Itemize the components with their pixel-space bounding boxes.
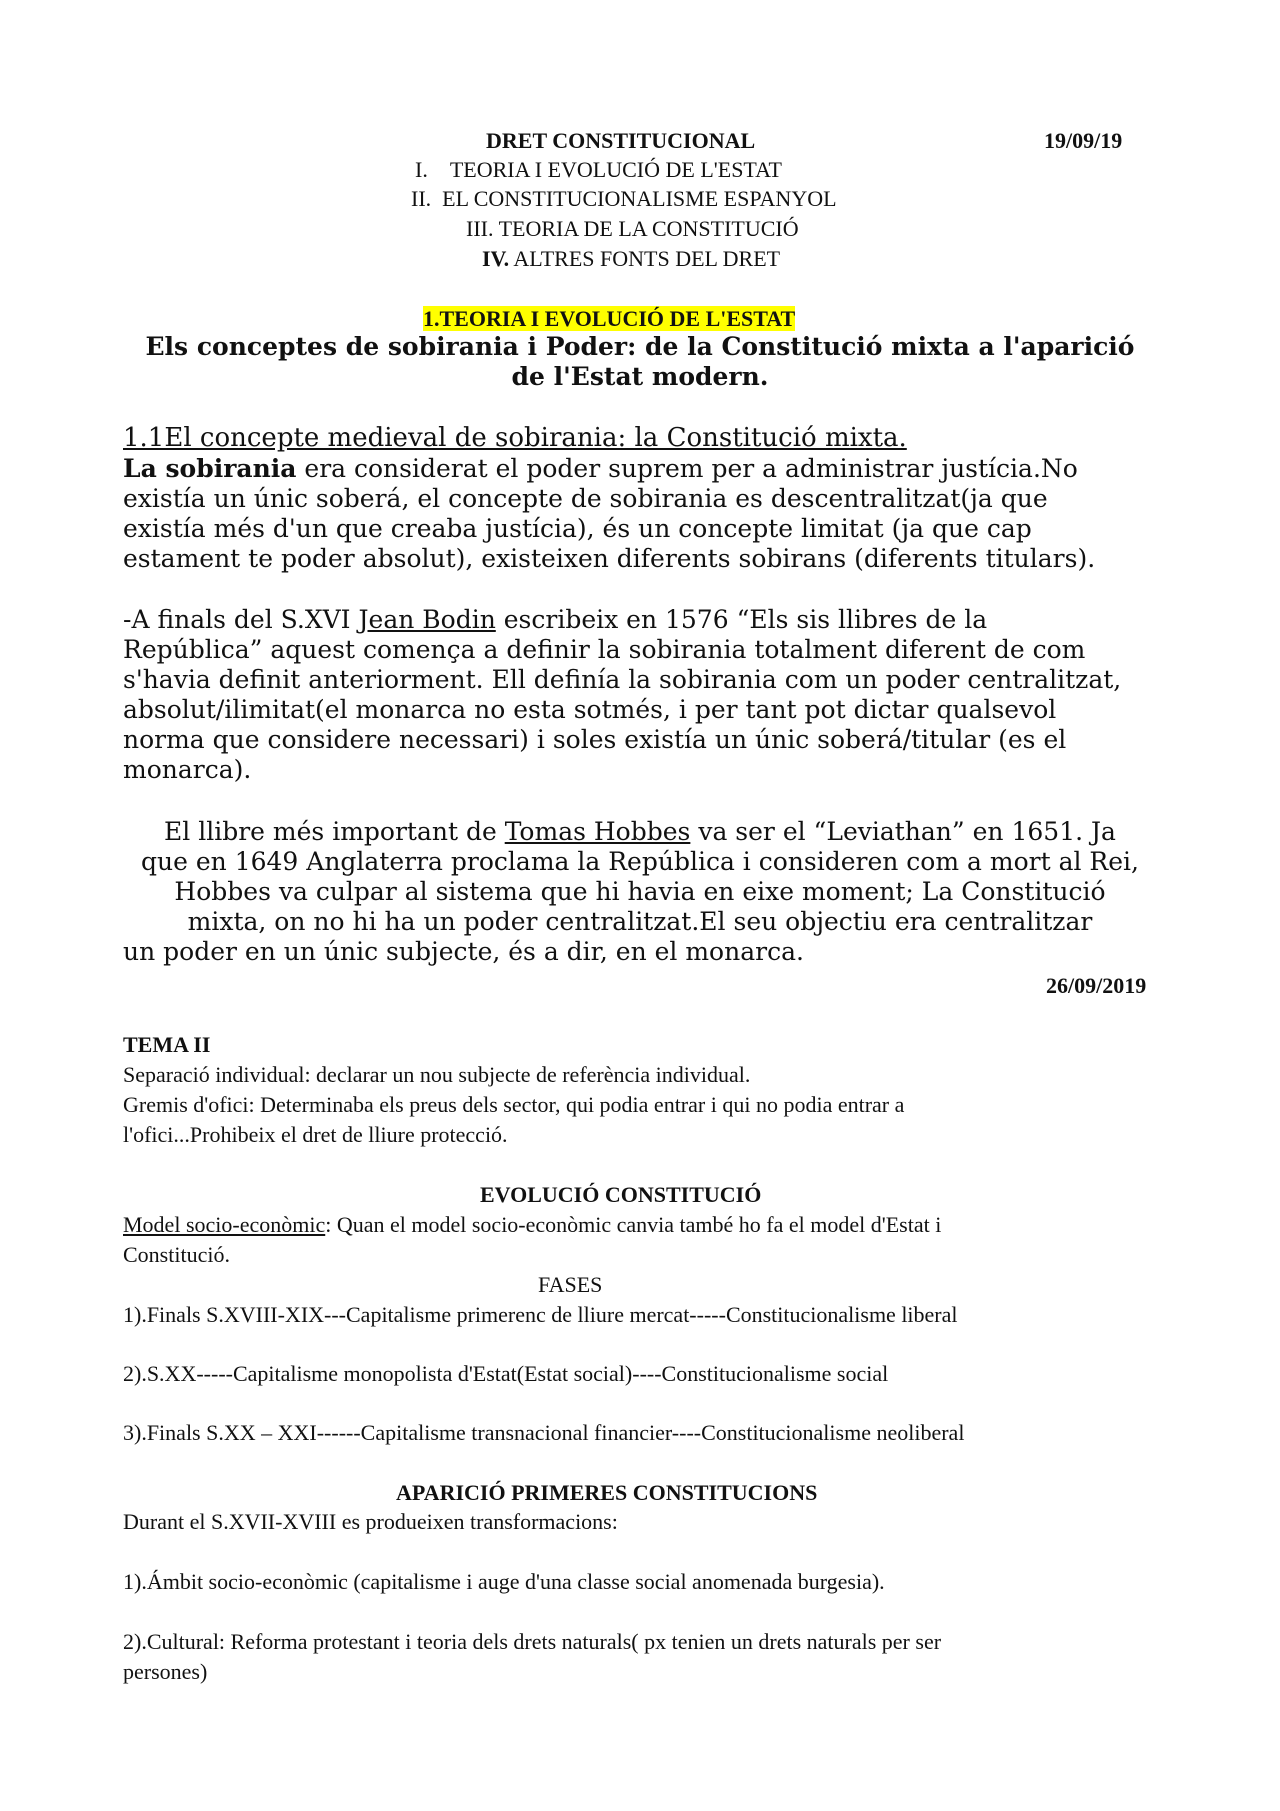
- paragraph-hobbes-line-4: mixta, on no hi ha un poder centralitzat.El seu objectiu era centralitzar: [187, 907, 1093, 936]
- paragraph-bodin-pre: -A finals del S.XVI: [123, 605, 359, 634]
- paragraph-sobirania-line-4: estament te poder absolut), existeixen diferents sobirans (diferents titulars).: [123, 544, 1096, 573]
- aparicio-heading: APARICIÓ PRIMERES CONSTITUCIONS: [396, 1480, 818, 1505]
- date-26-09: 26/09/2019: [1046, 973, 1147, 998]
- paragraph-sobirania: [123, 454, 1203, 574]
- section-1-heading-text: 1.TEORIA I EVOLUCIÓ DE L'ESTAT: [423, 306, 796, 331]
- tema-2-body: [123, 1060, 1203, 1150]
- toc-item-4: [482, 244, 780, 274]
- toc-item-2-num: II.: [411, 186, 432, 211]
- section-1-subtitle-line-1: Els conceptes de sobirania i Poder: de la Constitució mixta a l'aparició: [145, 332, 1135, 361]
- tema-2-line-3: l'ofici...Prohibeix el dret de lliure protecció.: [123, 1122, 508, 1147]
- toc-item-3-num: III.: [466, 216, 494, 241]
- toc-item-1: [415, 155, 782, 185]
- evolucio-heading: EVOLUCIÓ CONSTITUCIÓ: [480, 1182, 762, 1207]
- toc-item-2-text: EL CONSTITUCIONALISME ESPANYOL: [442, 186, 837, 211]
- paragraph-sobirania-line-3: existía més d'un que creaba justícia), és un concepte limitat (ja que cap: [123, 514, 1032, 543]
- aparicio-item-2-line-1: 2).Cultural: Reforma protestant i teoria dels drets naturals( px tenien un drets naturals per ser: [123, 1629, 942, 1654]
- paragraph-hobbes-line-2: que en 1649 Anglaterra proclama la República i consideren com a mort al Rei,: [141, 847, 1139, 876]
- paragraph-bodin-post: escribeix en 1576 “Els sis llibres de la: [495, 605, 988, 634]
- toc-item-2: [411, 184, 837, 214]
- fase-3: 3).Finals S.XX – XXI------Capitalisme transnacional financier----Constitucionalisme neoliberal: [123, 1420, 965, 1445]
- evolucio-model-label: Model socio-econòmic: [123, 1212, 326, 1237]
- document-date: 19/09/19: [1044, 128, 1123, 153]
- evolucio-model: [123, 1210, 1203, 1270]
- toc-item-1-text: TEORIA I EVOLUCIÓ DE L'ESTAT: [449, 157, 782, 182]
- paragraph-hobbes: [110, 817, 1170, 937]
- fase-1: 1).Finals S.XVIII-XIX---Capitalisme primerenc de lliure mercat-----Constitucionalisme liberal: [123, 1302, 958, 1327]
- tema-2-heading: TEMA II: [123, 1032, 211, 1057]
- evolucio-model-text: : Quan el model socio-econòmic canvia també ho fa el model d'Estat i: [325, 1212, 942, 1237]
- paragraph-sobirania-line-2: existía un únic soberá, el concepte de sobirania es descentralitzat(ja que: [123, 484, 1048, 513]
- paragraph-bodin-line-3: s'havia definit anteriorment. Ell definía la sobirania com un poder centralitzat,: [123, 665, 1122, 694]
- paragraph-bodin-name: Jean Bodin: [358, 605, 496, 634]
- fase-2: 2).S.XX-----Capitalisme monopolista d'Estat(Estat social)----Constitucionalisme social: [123, 1361, 889, 1386]
- paragraph-sobirania-bold: La sobirania: [123, 454, 297, 483]
- aparicio-intro: Durant el S.XVII-XVIII es produeixen transformacions:: [123, 1509, 618, 1534]
- toc-item-3-text: TEORIA DE LA CONSTITUCIÓ: [498, 216, 799, 241]
- aparicio-item-1: 1).Ámbit socio-econòmic (capitalisme i auge d'una classe social anomenada burgesia).: [123, 1569, 885, 1594]
- section-1-subtitle-line-2: de l'Estat modern.: [511, 362, 769, 391]
- paragraph-hobbes-line-5: un poder en un únic subjecte, és a dir, en el monarca.: [123, 937, 804, 966]
- toc-item-1-num: I.: [415, 157, 428, 182]
- paragraph-sobirania-line-1: era considerat el poder suprem per a administrar justícia.No: [296, 454, 1078, 483]
- section-1-subtitle: [100, 332, 1180, 392]
- fases-heading: FASES: [538, 1272, 603, 1297]
- tema-2-line-2: Gremis d'ofici: Determinaba els preus dels sector, qui podia entrar i qui no podia entrar a: [123, 1092, 905, 1117]
- toc-item-3: [466, 214, 799, 244]
- evolucio-model-line-2: Constitució.: [123, 1242, 230, 1267]
- aparicio-item-2: [123, 1627, 1203, 1687]
- tema-2-line-1: Separació individual: declarar un nou subjecte de referència individual.: [123, 1062, 751, 1087]
- section-1-heading: [423, 304, 795, 334]
- paragraph-bodin-line-5: norma que considere necessari) i soles existía un únic soberá/titular (es el: [123, 725, 1067, 754]
- paragraph-hobbes-name: Tomas Hobbes: [504, 817, 691, 846]
- toc-item-4-text: ALTRES FONTS DEL DRET: [513, 246, 781, 271]
- document-title: DRET CONSTITUCIONAL: [486, 128, 756, 153]
- paragraph-bodin-line-6: monarca).: [123, 755, 252, 784]
- subsection-1-1-heading: 1.1El concepte medieval de sobirania: la Constitució mixta.: [123, 423, 907, 453]
- paragraph-bodin: [123, 605, 1203, 785]
- paragraph-bodin-line-4: absolut/ilimitat(el monarca no esta sotmés, i per tant pot dictar qualsevol: [123, 695, 1057, 724]
- paragraph-hobbes-line-3: Hobbes va culpar al sistema que hi havia en eixe moment; La Constitució: [174, 877, 1106, 906]
- toc-item-4-num: IV.: [482, 246, 510, 271]
- paragraph-hobbes-pre: El llibre més important de: [164, 817, 505, 846]
- paragraph-hobbes-post: va ser el “Leviathan” en 1651. Ja: [690, 817, 1116, 846]
- aparicio-item-2-line-2: persones): [123, 1659, 208, 1684]
- paragraph-bodin-line-2: República” aquest comença a definir la sobirania totalment diferent de com: [123, 635, 1086, 664]
